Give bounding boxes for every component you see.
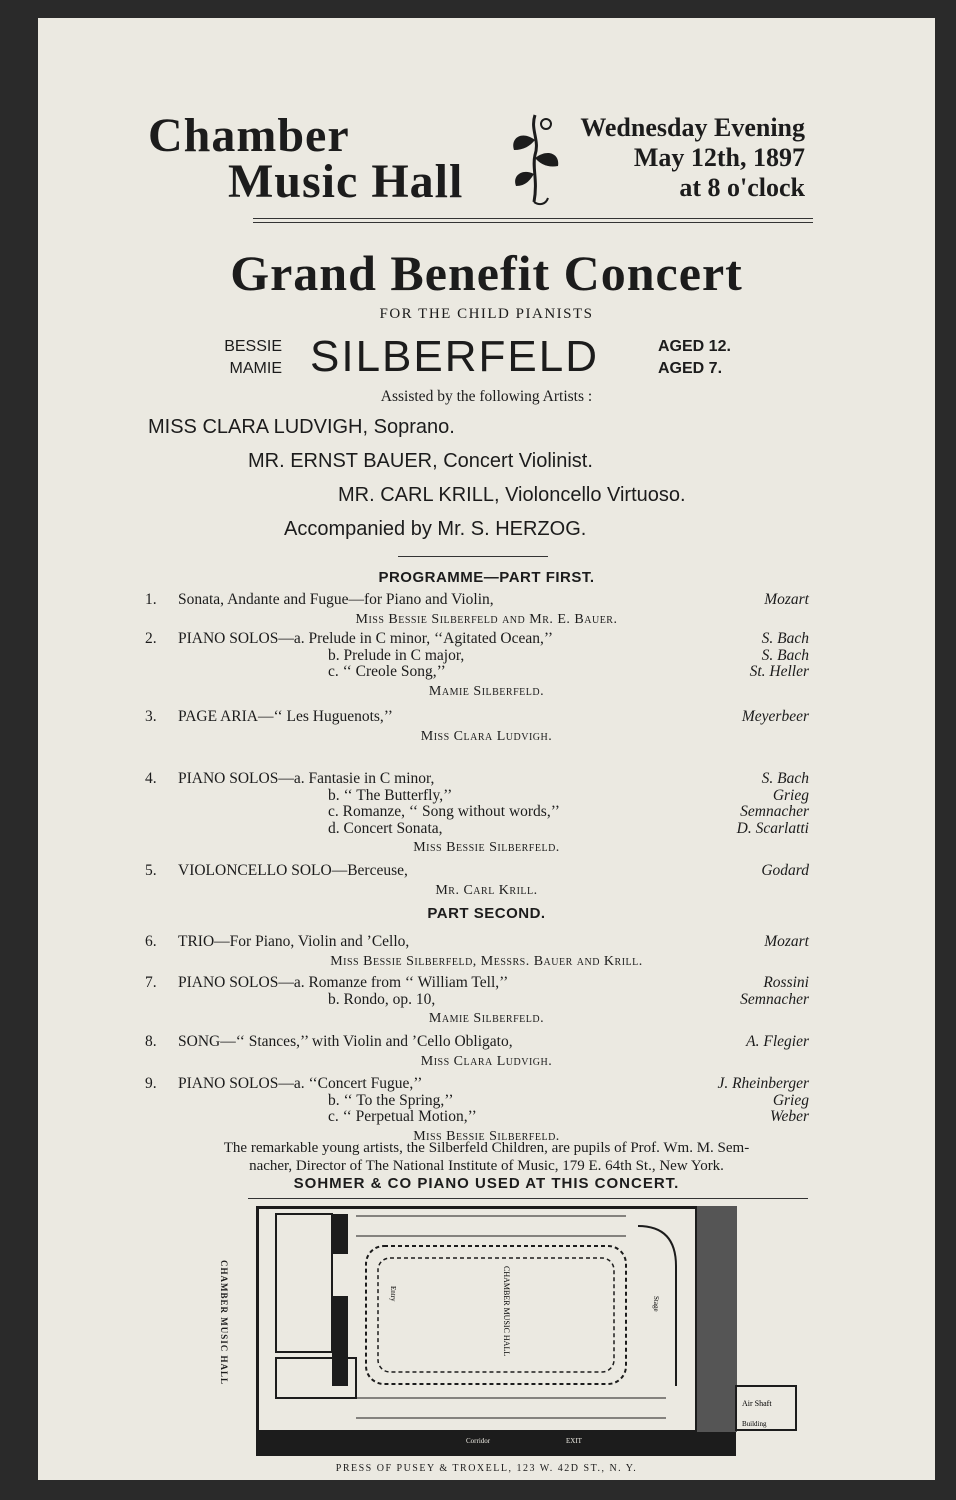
programme-number: 5. xyxy=(145,862,157,879)
programme-piece: PIANO SOLOS—a. ‘‘Concert Fugue,’’ xyxy=(178,1075,423,1092)
programme-number: 1. xyxy=(145,591,157,608)
date-line-1: Wednesday Evening xyxy=(580,113,805,142)
programme-piece: b. ‘‘ To the Spring,’’ xyxy=(328,1091,454,1109)
date-line-3: at 8 o'clock xyxy=(679,173,805,202)
programme-performer: Miss Clara Ludvigh. xyxy=(420,728,553,744)
floral-ornament-icon xyxy=(500,110,570,210)
age-mamie: AGED 7. xyxy=(658,360,723,377)
programme-piece: PIANO SOLOS—a. Romanze from ‘‘ William Tell,’’ xyxy=(178,974,509,991)
programme-number: 9. xyxy=(145,1075,157,1092)
plan-air-label: Air Shaft xyxy=(742,1399,772,1408)
artist-bauer: MR. ERNST BAUER, Concert Violinist. xyxy=(248,450,593,472)
part-first-heading: PROGRAMME—PART FIRST. xyxy=(378,569,595,586)
programme-piece: PAGE ARIA—‘‘ Les Huguenots,’’ xyxy=(178,708,393,725)
divider xyxy=(248,1198,808,1199)
programme-composer: Meyerbeer xyxy=(741,708,809,725)
accompanist: Accompanied by Mr. S. HERZOG. xyxy=(284,518,587,540)
press-credit: PRESS OF PUSEY & TROXELL, 123 W. 42D ST., N. Y. xyxy=(335,1463,638,1474)
programme-piece: b. Prelude in C major, xyxy=(328,646,465,664)
programme-number: 3. xyxy=(145,708,157,725)
programme-piece: PIANO SOLOS—a. Prelude in C minor, ‘‘Agitated Ocean,’’ xyxy=(178,630,554,647)
concert-subtitle: FOR THE CHILD PIANISTS xyxy=(379,306,594,322)
programme-composer: A. Flegier xyxy=(746,1033,809,1050)
teacher-note xyxy=(38,1139,935,1175)
divider xyxy=(398,556,548,557)
piano-credit: SOHMER & CO PIANO USED AT THIS CONCERT. xyxy=(293,1175,680,1192)
programme-piece: c. Romanze, ‘‘ Song without words,’’ xyxy=(328,803,560,820)
programme-piece: b. Rondo, op. 10, xyxy=(328,990,436,1008)
programme-number: 8. xyxy=(145,1033,157,1050)
pianist-ages xyxy=(658,336,731,380)
programme-piece: TRIO—For Piano, Violin and ’Cello, xyxy=(178,933,410,950)
part-second-heading: PART SECOND. xyxy=(427,904,546,922)
programme-composer: Mozart xyxy=(764,591,809,608)
pianist-first-names xyxy=(210,336,282,380)
hall-line-2: Music Hall xyxy=(228,155,464,208)
plan-stage-label: Stage xyxy=(652,1296,660,1312)
date-line-2: May 12th, 1897 xyxy=(633,143,805,172)
first-name-bessie: BESSIE xyxy=(224,338,282,355)
programme-performer: Mr. Carl Krill. xyxy=(435,882,538,898)
first-name-mamie: MAMIE xyxy=(229,360,282,377)
programme-composer: Godard xyxy=(761,862,809,879)
concert-date xyxy=(580,113,805,203)
plan-side-label: CHAMBER MUSIC HALL xyxy=(219,1260,229,1386)
programme-number: 2. xyxy=(145,630,157,647)
programme-piece: SONG—‘‘ Stances,’’ with Violin and ’Cello Obligato, xyxy=(178,1033,513,1050)
programme-composer: Semnacher xyxy=(740,803,809,820)
programme-performer: Miss Clara Ludvigh. xyxy=(420,1053,553,1069)
divider xyxy=(253,222,813,223)
programme-composer: S. Bach xyxy=(761,630,809,647)
programme-composer: S. Bach xyxy=(761,646,809,664)
pianist-surname: SILBERFELD xyxy=(310,332,599,381)
programme-performer: Mamie Silberfeld. xyxy=(428,1011,545,1026)
age-bessie: AGED 12. xyxy=(658,338,731,355)
programme-piece: PIANO SOLOS—a. Fantasie in C minor, xyxy=(178,770,435,787)
programme-piece: Sonata, Andante and Fugue—for Piano and Violin, xyxy=(178,591,494,608)
concert-title: Grand Benefit Concert xyxy=(230,245,743,301)
plan-building-label: Building xyxy=(742,1420,767,1428)
plan-exit-label: EXIT xyxy=(566,1437,582,1445)
divider xyxy=(253,218,813,219)
plan-entry-label: Entry xyxy=(389,1286,397,1302)
assisted-line: Assisted by the following Artists : xyxy=(380,388,593,405)
programme-composer: Grieg xyxy=(772,786,809,804)
plan-corridor-label: Corridor xyxy=(466,1437,491,1445)
programme-piece: d. Concert Sonata, xyxy=(328,819,443,837)
programme-composer: Rossini xyxy=(763,974,809,991)
programme-performer: Miss Bessie Silberfeld. xyxy=(413,840,560,855)
programme-piece: c. ‘‘ Creole Song,’’ xyxy=(328,663,446,680)
note-line-1: The remarkable young artists, the Silberfeld Children, are pupils of Prof. Wm. M. Sem- xyxy=(223,1140,750,1156)
artist-ludvigh: MISS CLARA LUDVIGH, Soprano. xyxy=(148,416,455,438)
programme-number: 4. xyxy=(145,770,157,787)
programme-composer: Grieg xyxy=(772,1091,809,1109)
note-line-2: nacher, Director of The National Institute of Music, 179 E. 64th St., New York. xyxy=(249,1158,724,1174)
programme-composer: S. Bach xyxy=(761,770,809,787)
programme-performer: Miss Bessie Silberfeld, Messrs. Bauer and Krill. xyxy=(330,953,643,969)
hall-name xyxy=(148,109,464,208)
programme-composer: Semnacher xyxy=(740,990,809,1008)
programme-composer: D. Scarlatti xyxy=(736,819,809,837)
programme-composer: Mozart xyxy=(764,933,809,950)
programme-composer: J. Rheinberger xyxy=(717,1075,809,1092)
plan-center-label: CHAMBER MUSIC HALL xyxy=(502,1266,511,1357)
programme-performer: Miss Bessie Silberfeld. xyxy=(413,1128,560,1144)
programme-piece: VIOLONCELLO SOLO—Berceuse, xyxy=(178,862,408,879)
programme-number: 6. xyxy=(145,933,157,950)
programme-composer: Weber xyxy=(769,1108,809,1125)
programme-number: 7. xyxy=(145,974,157,991)
floor-plan xyxy=(256,1206,806,1456)
programme-performer: Mamie Silberfeld. xyxy=(428,683,545,699)
artist-krill: MR. CARL KRILL, Violoncello Virtuoso. xyxy=(338,484,686,506)
programme-piece: c. ‘‘ Perpetual Motion,’’ xyxy=(328,1108,477,1125)
programme-piece: b. ‘‘ The Butterfly,’’ xyxy=(328,786,453,804)
program-sheet xyxy=(38,18,935,1480)
hall-line-1: Chamber xyxy=(148,109,350,162)
programme-performer: Miss Bessie Silberfeld and Mr. E. Bauer. xyxy=(355,611,618,627)
programme-composer: St. Heller xyxy=(749,663,809,680)
